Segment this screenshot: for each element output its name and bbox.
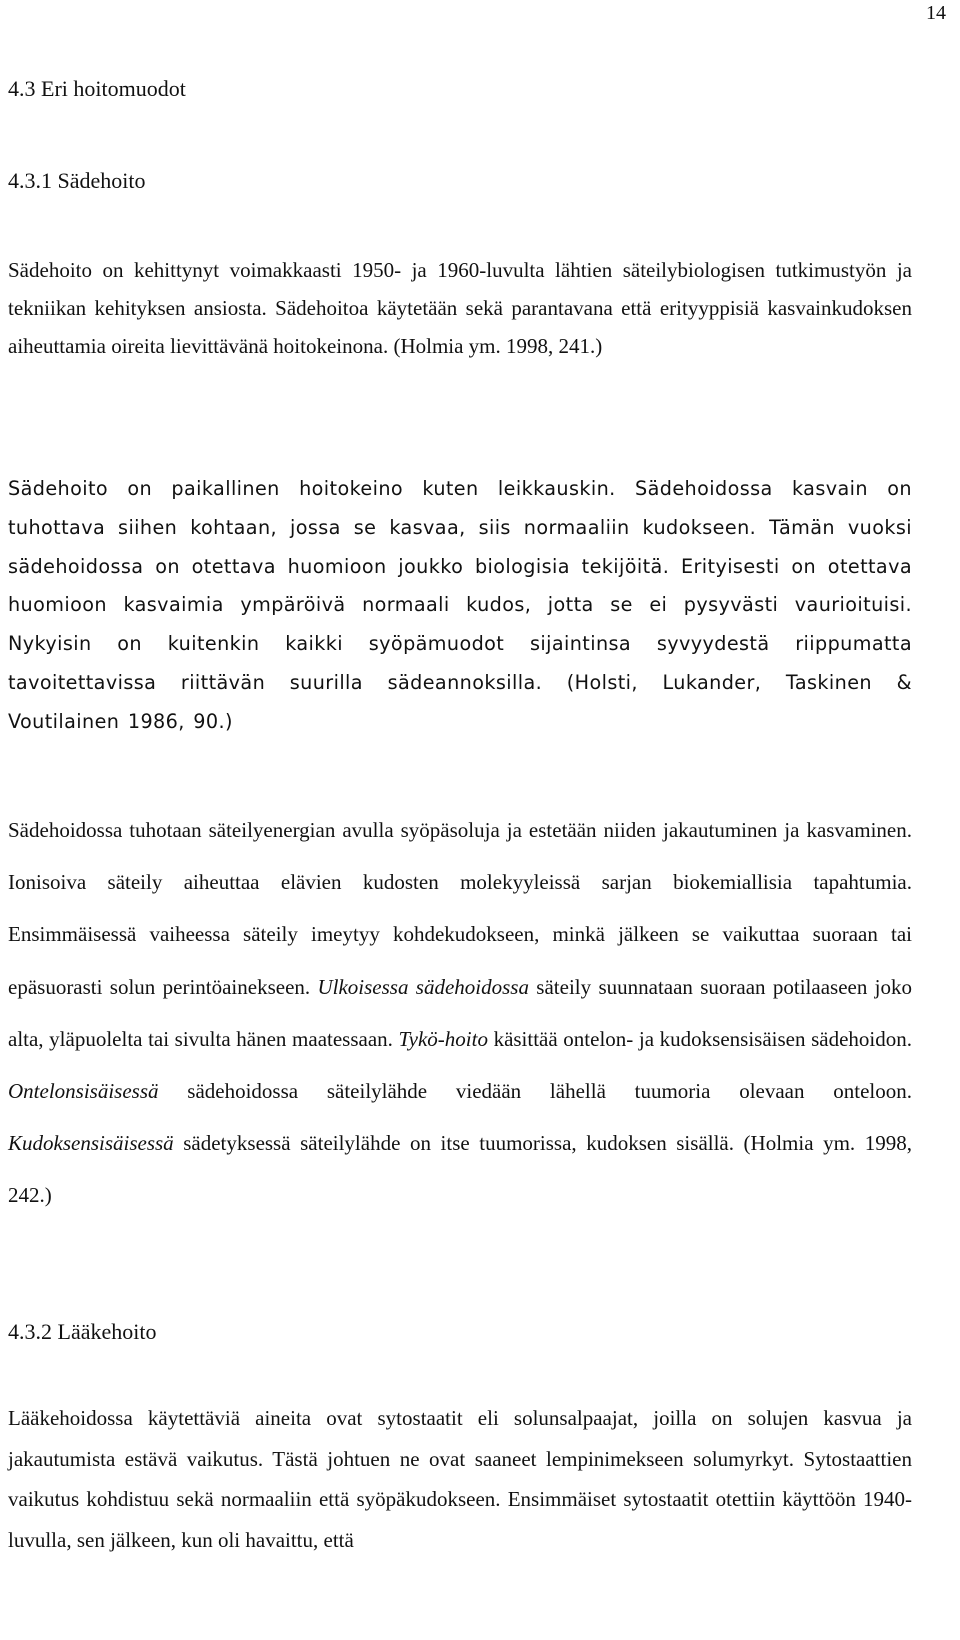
paragraph-text: Sädehoidossa tuhotaan säteilyenergian avulla syöpäsoluja ja estetään niiden jakautuminen ja kasvaminen. Ionisoiva säteily aiheuttaa elävien kudosten molekyyleissä sarjan biokemiallisia tapahtumia. Ensimmäisessä vaiheessa säteily imeytyy kohdekudokseen, minkä jälkeen se vaikuttaa suoraan tai epäsuorasti solun perintöainekseen. — [8, 818, 912, 999]
paragraph-sadehoito-mechanism — [8, 804, 912, 1222]
paragraph-text: sädehoidossa säteilylähde viedään lähellä tuumoria olevaan onteloon. — [158, 1079, 912, 1104]
paragraph-laakehoito: Lääkehoidossa käytettäviä aineita ovat sytostaatit eli solunsalpaajat, joilla on solujen kasvua ja jakautumista estävä vaikutus. Tästä johtuen ne ovat saaneet lempinimekseen solumyrkyt. Sytostaattien vaikutus kohdistuu sekä normaaliin että syöpäkudokseen. Ensimmäiset sytostaatit otettiin käyttöön 1940-luvulla, sen jälkeen, kun oli havaittu, että — [8, 1406, 912, 1552]
paragraph-text: sädetyksessä säteilylähde on itse tuumorissa, kudoksen sisällä. (Holmia ym. 1998, 242.) — [8, 1131, 912, 1208]
emphasis-term: Kudoksensisäisessä — [8, 1131, 174, 1156]
section-heading: 4.3 Eri hoitomuodot — [8, 76, 186, 101]
paragraph-sadehoito-intro: Sädehoito on kehittynyt voimakkaasti 1950- ja 1960-luvulta lähtien säteilybiologisen tutkimustyön ja tekniikan kehityksen ansiosta. Sädehoitoa käytetään sekä parantavana että erityyppisiä kasvainkudoksen aiheuttamia oireita lievittävänä hoitokeinona. (Holmia ym. 1998, 241.) — [8, 258, 912, 358]
paragraph-sadehoito-local: Sädehoito on paikallinen hoitokeino kuten leikkauskin. Sädehoidossa kasvain on tuhottava siihen kohtaan, jossa se kasvaa, siis normaaliin kudokseen. Tämän vuoksi sädehoidossa on otettava huomioon joukko biologisia tekijöitä. Erityisesti on otettava huomioon kasvaimia ympäröivä normaali kudos, jotta se ei pysyvästi vaurioituisi. Nykyisin on kuitenkin kaikki syöpämuodot sijaintinsa syvyydestä riippumatta tavoitettavissa riittävän suurilla sädeannoksilla. (Holsti, Lukander, Taskinen & Voutilainen 1986, 90.) — [8, 477, 912, 733]
emphasis-term: Ulkoisessa sädehoidossa — [317, 974, 529, 999]
subsection-heading-sadehoito: 4.3.1 Sädehoito — [8, 168, 146, 193]
page-number: 14 — [926, 2, 946, 24]
subsection-heading-laakehoito: 4.3.2 Lääkehoito — [8, 1319, 157, 1344]
paragraph-text: käsittää ontelon- ja kudoksensisäisen sädehoidon. — [487, 1026, 912, 1051]
emphasis-term: Ontelonsisäisessä — [8, 1079, 159, 1104]
emphasis-term: Tykö-hoito — [398, 1026, 488, 1051]
paragraph-text: säteily suunnataan suoraan potilaaseen joko alta, yläpuolelta tai sivulta hänen maatessaan. — [8, 974, 913, 1051]
